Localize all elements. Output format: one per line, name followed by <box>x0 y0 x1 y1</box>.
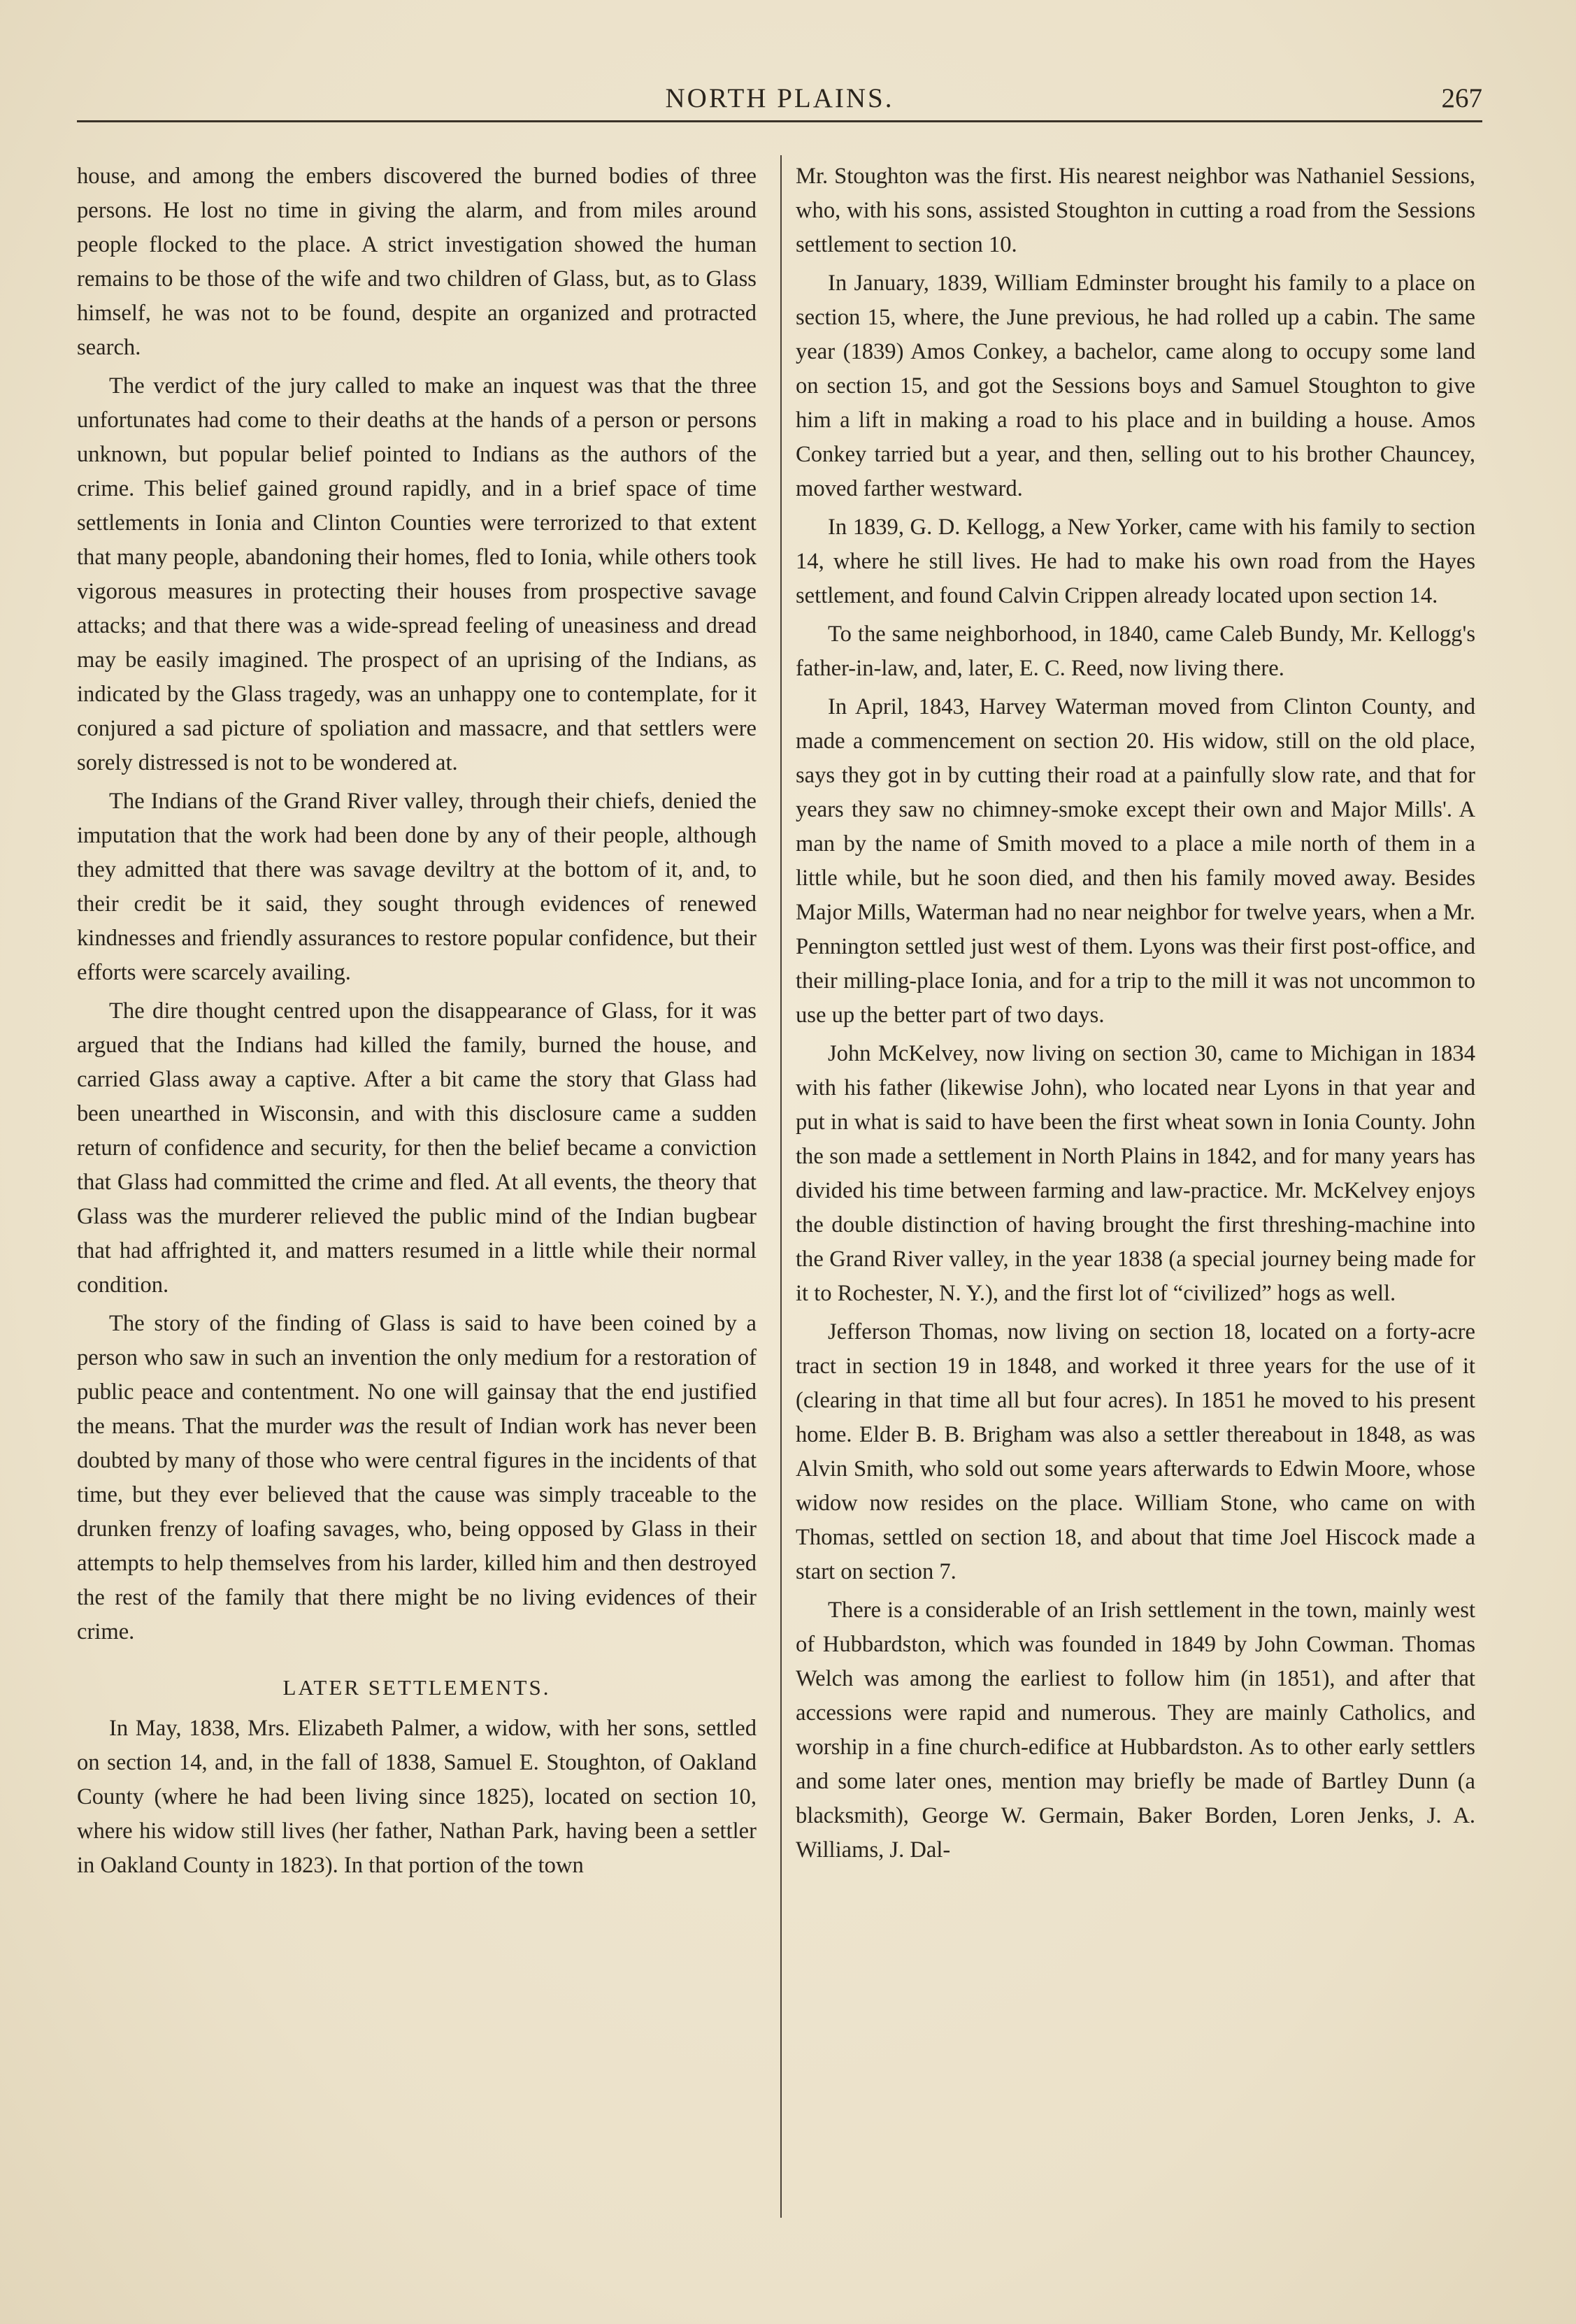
paragraph: The verdict of the jury called to make an inquest was that the three unfortunates had come to their deaths at the hands of a person or persons unknown, but popular belief pointed to Indians as the authors of the crime. This belief gained ground rapidly, and in a brief space of time settlements in Ionia and Clinton Counties were terrorized to that extent that many people, abandoning their homes, fled to Ionia, while others took vigorous measures in protecting their houses from prospective savage attacks; and that there was a wide-spread feeling of uneasiness and dread may be easily imagined. The prospect of an uprising of the Indians, as indicated by the Glass tragedy, was an unhappy one to contemplate, for it conjured a sad picture of spoliation and massacre, and that settlers were sorely distressed is not to be wondered at. <box>77 373 757 775</box>
page-header <box>77 78 1482 122</box>
section-heading: LATER SETTLEMENTS. <box>282 1675 551 1700</box>
paragraph-text: the result of Indian work has never been doubted by many of those who were central figures in the incidents of that time, but they ever believed that the cause was simply traceable to the drunken frenzy of loafing savages, who, being opposed by Glass in their attempts to help themselves from his larder, killed him and then destroyed the rest of the family that there might be no living evidences of their crime. <box>77 1414 757 1644</box>
paragraph: In April, 1843, Harvey Waterman moved from Clinton County, and made a commencement on section 20. His widow, still on the old place, says they got in by cutting their road at a painfully slow rate, and that for years they saw no chimney-smoke except their own and Major Mills'. A man by the name of Smith moved to a place a mile north of them in a little while, but he soon died, and then his family moved away. Besides Major Mills, Waterman had no near neighbor for twelve years, when a Mr. Pennington settled just west of them. Lyons was their first post-office, and their milling-place Ionia, and for a trip to the mill it was not uncommon to use up the better part of two days. <box>796 694 1475 1028</box>
paragraph: Jefferson Thomas, now living on section 18, located on a forty-acre tract in section 19 in 1848, and worked it three years for the use of it (clearing in that time all but four acres). In 1851 he moved to his present home. Elder B. B. Brigham was also a settler thereabout in 1848, as was Alvin Smith, who sold out some years afterwards to Edwin Moore, whose widow now resides on the place. William Stone, who came on with Thomas, settled on section 18, and about that time Joel Hiscock made a start on section 7. <box>796 1319 1475 1584</box>
column-divider <box>780 155 782 2218</box>
paragraph: In 1839, G. D. Kellogg, a New Yorker, came with his family to section 14, where he still lives. He had to make his own road from the Hayes settlement, and found Calvin Crippen already located upon section 14. <box>796 515 1475 608</box>
running-head: NORTH PLAINS. <box>665 83 894 113</box>
paragraph: To the same neighborhood, in 1840, came Caleb Bundy, Mr. Kellogg's father-in-law, and, later, E. C. Reed, now living there. <box>796 622 1475 681</box>
paragraph: The dire thought centred upon the disappearance of Glass, for it was argued that the Indians had killed the family, burned the house, and carried Glass away a captive. After a bit came the story that Glass had been unearthed in Wisconsin, and with this disclosure came a sudden return of confidence and security, for then the belief became a conviction that Glass had committed the crime and fled. At all events, the theory that Glass was the murderer relieved the public mind of the Indian bugbear that had affrighted it, and matters resumed in a little while their normal condition. <box>77 998 757 1298</box>
paragraph: The Indians of the Grand River valley, through their chiefs, denied the imputation that the work had been done by any of their people, although they admitted that there was savage deviltry at the bottom of it, and, to their credit be it said, they sought through evidences of renewed kindnesses and friendly assurances to restore popular confidence, but their efforts were scarcely availing. <box>77 789 757 985</box>
paragraph: In May, 1838, Mrs. Elizabeth Palmer, a widow, with her sons, settled on section 14, and, in the fall of 1838, Samuel E. Stoughton, of Oakland County (where he had been living since 1825), located on section 10, where his widow still lives (her father, Nathan Park, having been a settler in Oakland County in 1823). In that portion of the town <box>77 1716 757 1878</box>
paragraph: There is a considerable of an Irish settlement in the town, mainly west of Hubbardston, which was founded in 1849 by John Cowman. Thomas Welch was among the earliest to follow him (in 1851), and after that accessions were rapid and numerous. They are mainly Catholics, and worship in a fine church-edifice at Hubbardston. As to other early settlers and some later ones, mention may briefly be made of Bartley Dunn (a blacksmith), George W. Germain, Baker Borden, Loren Jenks, J. A. Williams, J. Dal- <box>796 1598 1475 1863</box>
page-number: 267 <box>1441 83 1482 113</box>
paragraph-text: The story of the finding of Glass is said to have been coined by a person who saw in such an invention the only medium for a restoration of public peace and contentment. No one will gainsay that the end justified the means. That the murder <box>77 1311 757 1439</box>
italic-word: was <box>338 1414 374 1439</box>
paragraph-continued: Mr. Stoughton was the first. His nearest neighbor was Nathaniel Sessions, who, with his sons, assisted Stoughton in cutting a road from the Sessions settlement to section 10. <box>796 164 1475 257</box>
paragraph <box>77 1307 757 1649</box>
paragraph: John McKelvey, now living on section 30, came to Michigan in 1834 with his father (likewise John), who located near Lyons in that year and put in what is said to have been the first wheat sown in Ionia County. John the son made a settlement in North Plains in 1842, and for many years has divided his time between farming and law-practice. Mr. McKelvey enjoys the double distinction of having brought the first threshing-machine into the Grand River valley, in the year 1838 (a special journey being made for it to Rochester, N. Y.), and the first lot of “civilized” hogs as well. <box>796 1041 1475 1306</box>
right-column <box>796 159 1475 1872</box>
left-column <box>77 159 757 1887</box>
paragraph: In January, 1839, William Edminster brought his family to a place on section 15, where, the June previous, he had rolled up a cabin. The same year (1839) Amos Conkey, a bachelor, came along to occupy some land on section 15, and got the Sessions boys and Samuel Stoughton to give him a lift in making a road to his place and in building a house. Amos Conkey tarried but a year, and then, selling out to his brother Chauncey, moved farther westward. <box>796 271 1475 501</box>
paragraph-continued: house, and among the embers discovered the burned bodies of three persons. He lost no time in giving the alarm, and from miles around people flocked to the place. A strict investigation showed the human remains to be those of the wife and two children of Glass, but, as to Glass himself, he was not to be found, despite an organized and protracted search. <box>77 164 757 360</box>
